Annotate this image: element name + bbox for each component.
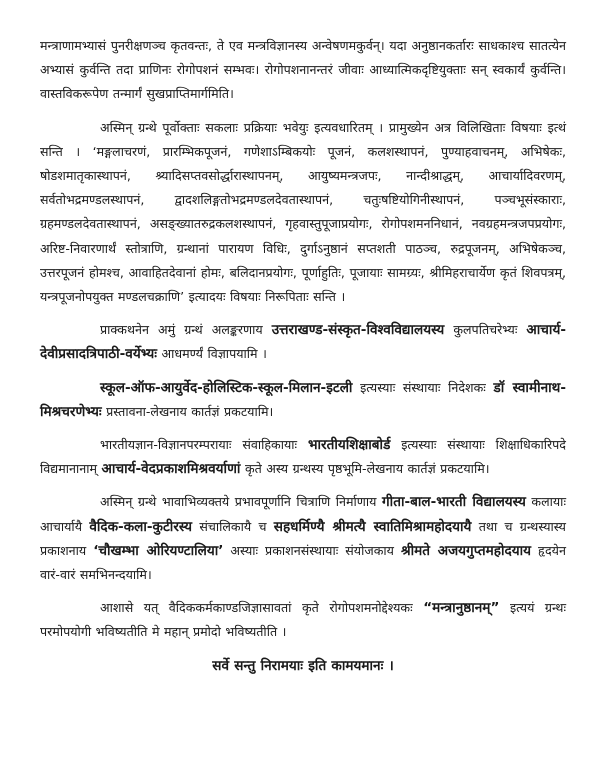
foreword-post: आधमर्ण्यं विज्ञापयामि । (161, 346, 267, 362)
background-post: कृते अस्य ग्रन्थस्य पृष्ठभूमि-लेखनाय कार्तज्ञं प्रकटयामि। (244, 461, 490, 477)
spouse-name: सहधर्मिण्यै श्रीमत्यै स्वातिमिश्रामहोदयायै (273, 518, 472, 535)
paragraph-topics-text: अस्मिन् ग्रन्थे पूर्वोक्ताः सकलाः प्रक्रियाः भवेयुः इत्यवधारितम् । प्रामुख्येन अत्र विलिखिताः विषयाः इत्थं सन्ति । ‘मङ्गलाचरणं, प्रारम्भिकपूजनं, गणेशाऽम्बिकयोः पूजनं, कलशस्थापनं, पुण्याहवाचनम्, अभिषेकः, षोडशमातृकास्थापनं, श्र्यादिसप्तवसोर्द्धारास्थापनम्, आयुष्यमन्त्रजपः, नान्दीश्राद्धम्, आचार्यादिवरणम्, सर्वतोभद्रमण्डलस्थापनं, द्वादशलिङ्गतोभद्रमण्डलदेवतास्थापनं, चतुःषष्टियोगिनीस्थापनं, पञ्चभूसंस्काराः, ग्रहमण्डलदेवतास्थापनं, असङ्ख्यातरुद्रकलशस्थापनं, गृहवास्तुपूजाप्रयोगः, रोगोपशमननिधानं, नवग्रहमन्त्रजपप्रयोगः, अरिष्ट-निवारणार्थं स्तोत्राणि, ग्रन्थानां पारायण विधिः, दुर्गाऽनुष्ठानं सप्तशती पाठञ्च, रुद्रपूजनम्, अभिषेकञ्च, उत्तरपूजनं होमश्च, आवाहितदेवानां होमः, बलिदानप्रयोगः, पूर्णाहुतिः, पूजायाः सामग्र्यः, श्रीमिहराचार्येण कृतं शिवपत्रम्, यन्त्रपूजनोपयुक्त मण्डलचक्राणि’ इत्यादयः विषयाः निरूपिताः सन्ति । (40, 119, 566, 305)
paragraph-intro (40, 34, 566, 107)
closing-blessing (40, 654, 566, 679)
director-name: डॉ स्वामीनाथ- मिश्रचरणेभ्यः (40, 379, 566, 420)
vice-chancellor-name: आचार्य-देवीप्रसादत्रिपाठी-वर्येभ्यः (40, 322, 566, 363)
illustrations-pre: अस्मिन् ग्रन्थे भावाभिव्यक्तये प्रभावपूर्णानि चित्राणि निर्माणाय (100, 494, 377, 510)
illustrations-d: अस्याः प्रकाशनसंस्थायाः संयोजकाय (230, 542, 394, 558)
hope-pre: आशासे यत् वैदिककर्मकाण्डजिज्ञासावतां कृते रोगोपशमनोद्देश्यकः (100, 600, 413, 616)
board-name: भारतीयशिक्षाबोर्ड (307, 437, 391, 454)
hope-post: इत्ययं ग्रन्थः परमोपयोगी भविष्यतीति मे महान् प्रमोदो भविष्यतीति । (40, 600, 566, 640)
foreword-pre: प्राक्कथनेन अमुं ग्रन्थं अलङ्करणाय (100, 322, 263, 338)
paragraph-illustrations-thanks (40, 490, 566, 587)
illustrations-b: संचालिकायै च (199, 518, 267, 534)
paragraph-preface-thanks (40, 376, 566, 424)
school-name: गीता-बाल-भारती विद्यालयस्य (382, 494, 526, 511)
coordinator-name: श्रीमते अजयगुप्तमहोदयाय (400, 542, 532, 559)
paragraph-topics (40, 116, 566, 310)
background-pre: भारतीयज्ञान-विज्ञानपरम्परायाः संवाहिकायाः (100, 437, 298, 453)
publisher-name: ‘चौखम्भा ओरियण्टालिया’ (93, 542, 224, 559)
university-name: उत्तराखण्ड-संस्कृत-विश्वविद्यालयस्य (271, 322, 445, 339)
preface-post: प्रस्तावना-लेखनाय कार्तज्ञं प्रकटयामि। (106, 403, 274, 419)
book-title: “मन्त्रानुष्ठानम्” (423, 600, 500, 617)
foreword-mid: कुलपतिचरेभ्यः (453, 322, 518, 338)
paragraph-foreword-thanks (40, 318, 566, 366)
closing-blessing-text: सर्वे सन्तु निरामयाः इति कामयमानः । (212, 657, 394, 674)
studio-name: वैदिक-कला-कुटीरस्य (89, 518, 193, 535)
institution-name: स्कूल-ऑफ-आयुर्वेद-होलिस्टिक-स्कूल-मिलान-इटली (100, 379, 353, 396)
paragraph-hope (40, 596, 566, 644)
officer-name: आचार्य-वेदप्रकाशमिश्रवर्याणां (101, 461, 241, 478)
illustrations-a: कलायाः आचार्यायै (40, 494, 566, 534)
illustrations-c: तथा च ग्रन्थस्यास्य प्रकाशनाय (40, 518, 566, 558)
paragraph-intro-text: मन्त्राणामभ्यासं पुनरीक्षणञ्च कृतवन्तः, ते एव मन्त्रविज्ञानस्य अन्वेषणमकुर्वन्। यदा अनुष्ठानकर्तारः साधकाश्च सातत्येन अभ्यासं कुर्वन्ति तदा प्राणिनः रोगोपशनं सम्भवः। रोगोपशनानन्तरं जीवाः आध्यात्मिकदृष्टियुक्ताः सन् स्वकार्यं कुर्वन्ति। वास्तविकरूपेण तन्मार्गं सुखप्राप्तिमार्गमिति। (40, 38, 566, 102)
preface-mid: इत्यस्याः संस्थायाः निदेशकः (360, 379, 486, 395)
paragraph-background-thanks (40, 433, 566, 481)
background-mid: इत्यस्याः संस्थायाः शिक्षाधिकारिपदे विद्यमानानाम् (40, 437, 566, 477)
illustrations-e: हृदयेन वारं-वारं समभिनन्दयामि। (40, 542, 566, 583)
